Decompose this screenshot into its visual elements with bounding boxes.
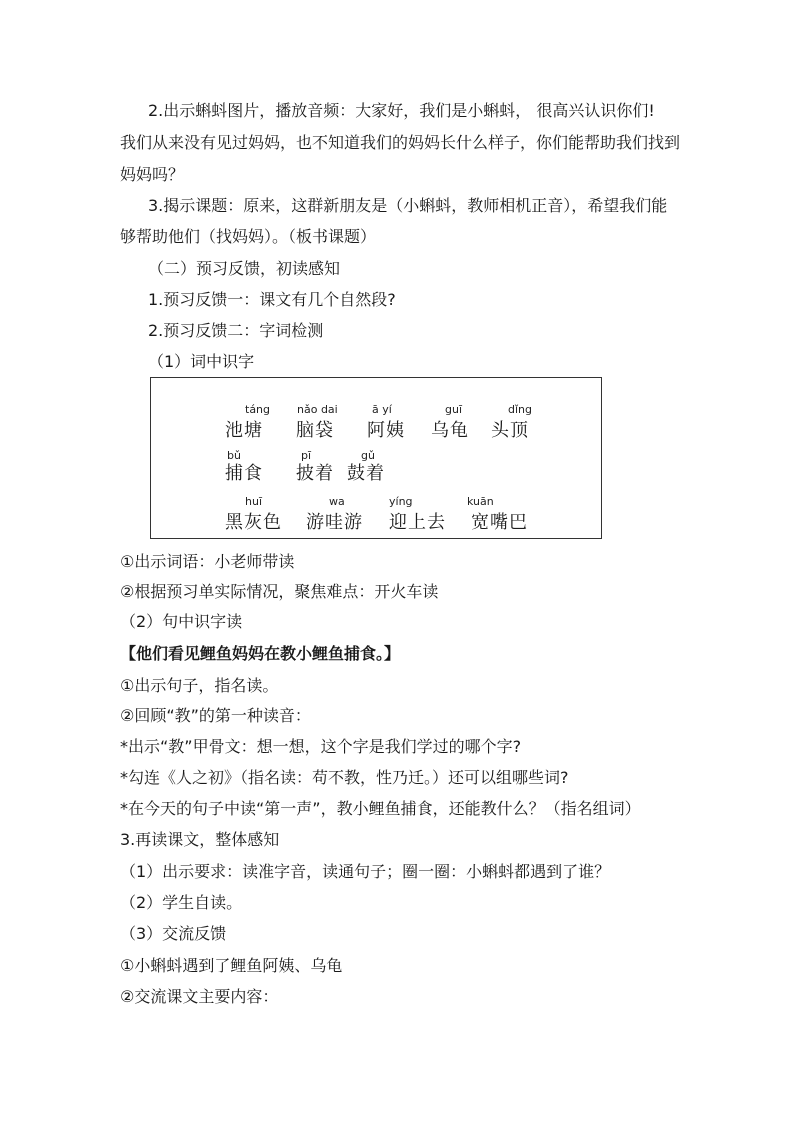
vocab-word: 阿姨: [367, 420, 405, 441]
intro-line-1: 2.出示蝌蚪图片，播放音频：大家好，我们是小蝌蚪， 很高兴认识你们!: [148, 101, 655, 120]
bullet-item: *在今天的句子中读“第一声”，教小鲤鱼捕食，还能教什么？（指名组词）: [120, 799, 641, 818]
reread-item: （1）出示要求：读准字音，读通句子；圈一圈：小蝌蚪都遇到了谁？: [120, 862, 611, 881]
result-item: ②交流课文主要内容：: [120, 987, 279, 1006]
pinyin: kuān: [467, 495, 494, 508]
vocab-word: 脑袋: [296, 420, 334, 441]
sub-heading-sentence: （2）句中识字读: [120, 612, 243, 631]
step-review: ②回顾“教”的第一种读音：: [120, 706, 311, 725]
vocab-word: 头顶: [491, 420, 529, 441]
vocab-box: [150, 377, 602, 539]
vocab-word: 鼓着: [347, 463, 385, 484]
pinyin: yíng: [389, 495, 413, 508]
reread-item: （2）学生自读。: [120, 893, 243, 912]
key-sentence: 【他们看见鲤鱼妈妈在教小鲤鱼捕食。】: [120, 644, 401, 663]
pinyin: nǎo dai: [297, 403, 338, 416]
vocab-word: 游哇游: [306, 512, 363, 533]
pinyin: huī: [245, 495, 262, 508]
section-heading: （二）预习反馈，初读感知: [148, 259, 341, 278]
step-focus: ②根据预习单实际情况，聚焦难点：开火车读: [120, 582, 439, 601]
vocab-word: 宽嘴巴: [471, 512, 528, 533]
intro-line-2: 我们从来没有见过妈妈，也不知道我们的妈妈长什么样子，你们能帮助我们找到: [120, 133, 681, 152]
feedback-item-2: 2.预习反馈二：字词检测: [148, 321, 324, 340]
pinyin: táng: [245, 403, 271, 416]
vocab-word: 捕食: [225, 463, 263, 484]
result-item: ①小蝌蚪遇到了鲤鱼阿姨、乌龟: [120, 956, 343, 975]
pinyin: pī: [301, 449, 312, 462]
bullet-item: *勾连《人之初》（指名读：苟不教，性乃迁。）还可以组哪些词?: [120, 768, 569, 787]
sub-heading-words: （1）词中识字: [148, 352, 255, 371]
vocab-word: 乌龟: [431, 420, 469, 441]
vocab-word: 迎上去: [389, 512, 446, 533]
pinyin: gǔ: [361, 449, 375, 462]
step-show-words: ①出示词语：小老师带读: [120, 552, 295, 571]
vocab-word: 披着: [296, 463, 334, 484]
step-show-sentence: ①出示句子，指名读。: [120, 676, 279, 695]
reread-item: （3）交流反馈: [120, 924, 227, 943]
pinyin: wa: [329, 495, 345, 508]
feedback-item-1: 1.预习反馈一：课文有几个自然段?: [148, 290, 396, 309]
pinyin: bǔ: [227, 449, 241, 462]
pinyin: guī: [445, 403, 463, 416]
bullet-item: *出示“教”甲骨文：想一想，这个字是我们学过的哪个字?: [120, 737, 522, 756]
pinyin: ā yí: [372, 403, 392, 416]
reread-heading: 3.再读课文，整体感知: [120, 830, 280, 849]
topic-line-1: 3.揭示课题：原来，这群新朋友是（小蝌蚪，教师相机正音），希望我们能: [148, 196, 668, 215]
topic-line-2: 够帮助他们（找妈妈）。（板书课题）: [120, 227, 377, 246]
intro-line-3: 妈妈吗？: [120, 165, 185, 184]
vocab-word: 黑灰色: [225, 512, 282, 533]
pinyin: dǐng: [508, 403, 532, 416]
vocab-word: 池塘: [225, 420, 263, 441]
